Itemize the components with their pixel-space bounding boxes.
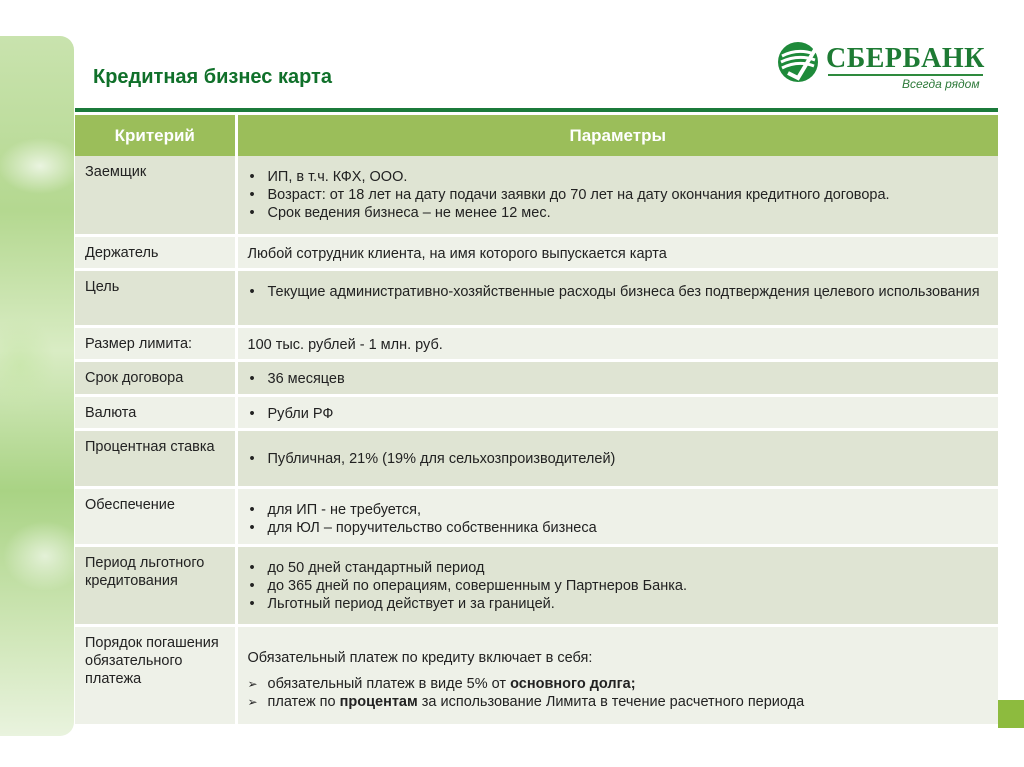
sberbank-logo [776,40,991,94]
row-params [236,156,998,235]
table-row [75,360,998,395]
table-row [75,487,998,545]
table-row [75,235,998,269]
row-criterion: Валюта [75,395,236,429]
conditions-table [75,115,998,727]
row-criterion: Обеспечение [75,487,236,545]
row-params [236,269,998,326]
row-params [236,429,998,487]
header-params: Параметры [236,115,998,156]
list-item: ➢ обязательный платеж в виде 5% от основного долга; [248,675,989,693]
list-item: • для ИП - не требуется, [248,501,989,519]
row-params: 100 тыс. рублей - 1 млн. руб. [236,326,998,360]
list-item: • Рубли РФ [248,405,989,423]
row-criterion: Порядок погашения обязательного платежа [75,625,236,725]
corner-accent [998,700,1024,728]
row-params [236,360,998,395]
list-item: • Льготный период действует и за границей. [248,595,989,613]
table-row [75,625,998,725]
row-criterion: Размер лимита: [75,326,236,360]
logo-underline [828,74,983,76]
list-item: • Текущие административно-хозяйственные расходы бизнеса без подтверждения целевого использования [248,283,989,301]
top-rule [75,108,998,112]
row-criterion: Заемщик [75,156,236,235]
row-params [236,545,998,625]
table-row [75,429,998,487]
row-criterion: Процентная ставка [75,429,236,487]
row-params: Любой сотрудник клиента, на имя которого выпускается карта [236,235,998,269]
logo-name: СБЕРБАНК [826,43,985,74]
row-params [236,625,998,725]
table-row [75,545,998,625]
list-item: • Возраст: от 18 лет на дату подачи заявки до 70 лет на дату окончания кредитного договора. [248,186,989,204]
logo-slogan: Всегда рядом [902,77,980,91]
sberbank-logo-icon [776,40,820,84]
table-row [75,269,998,326]
table-row [75,156,998,235]
table-header [75,115,998,156]
row-criterion: Срок договора [75,360,236,395]
list-item: • до 365 дней по операциям, совершенным у Партнеров Банка. [248,577,989,595]
list-item: • Публичная, 21% (19% для сельхозпроизводителей) [248,450,989,468]
row-criterion: Держатель [75,235,236,269]
row-params [236,487,998,545]
row-criterion: Период льготного кредитования [75,545,236,625]
header-criterion: Критерий [75,115,236,156]
payment-intro: Обязательный платеж по кредиту включает в себя: [247,649,593,666]
row-params [236,395,998,429]
list-item: ➢ платеж по процентам за использование Лимита в течение расчетного периода [248,693,989,711]
list-item: • 36 месяцев [248,370,989,388]
list-item: • Срок ведения бизнеса – не менее 12 мес. [248,204,989,222]
list-item: • для ЮЛ – поручительство собственника бизнеса [248,519,989,537]
page-title: Кредитная бизнес карта [93,66,332,88]
list-item: • ИП, в т.ч. КФХ, ООО. [248,168,989,186]
row-criterion: Цель [75,269,236,326]
table-row [75,326,998,360]
table-row [75,395,998,429]
side-decoration [0,36,74,736]
list-item: • до 50 дней стандартный период [248,559,989,577]
